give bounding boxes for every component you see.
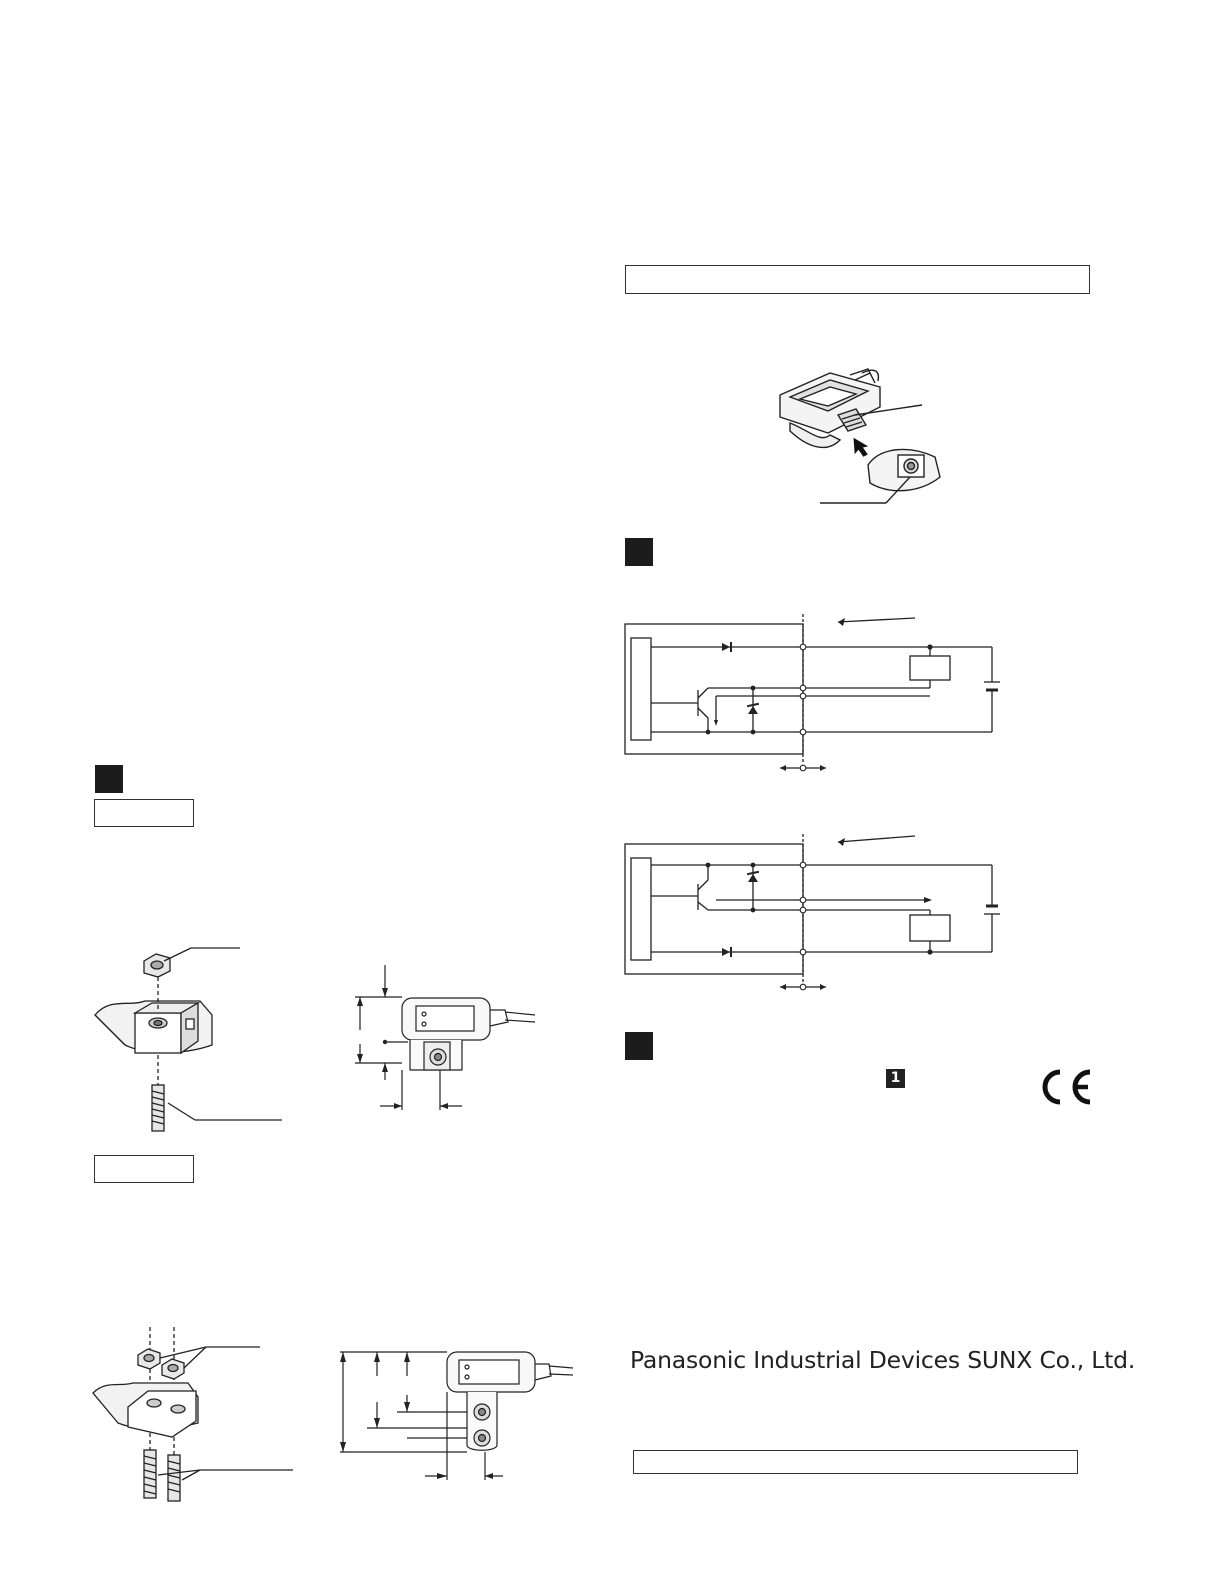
reference-badge: 1 bbox=[886, 1069, 905, 1088]
circuit-diagram-pnp bbox=[620, 830, 1040, 1000]
circuit-diagram-npn bbox=[620, 610, 1040, 780]
company-name: Panasonic Industrial Devices SUNX Co., Ltd. bbox=[630, 1346, 1136, 1374]
section-marker bbox=[95, 765, 123, 793]
ce-mark-icon bbox=[1035, 1068, 1095, 1106]
single-mount-illustration bbox=[90, 945, 290, 1140]
connector-removal-illustration bbox=[770, 365, 950, 510]
double-mount-dimension-drawing bbox=[335, 1340, 580, 1480]
sub-heading-box bbox=[94, 1155, 194, 1183]
single-mount-dimension-drawing bbox=[350, 960, 550, 1110]
footer-label-box bbox=[633, 1450, 1078, 1474]
sub-heading-box bbox=[94, 799, 194, 827]
header-label-box bbox=[625, 265, 1090, 294]
section-marker bbox=[625, 538, 653, 566]
double-mount-illustration bbox=[88, 1325, 298, 1505]
section-marker bbox=[625, 1032, 653, 1060]
